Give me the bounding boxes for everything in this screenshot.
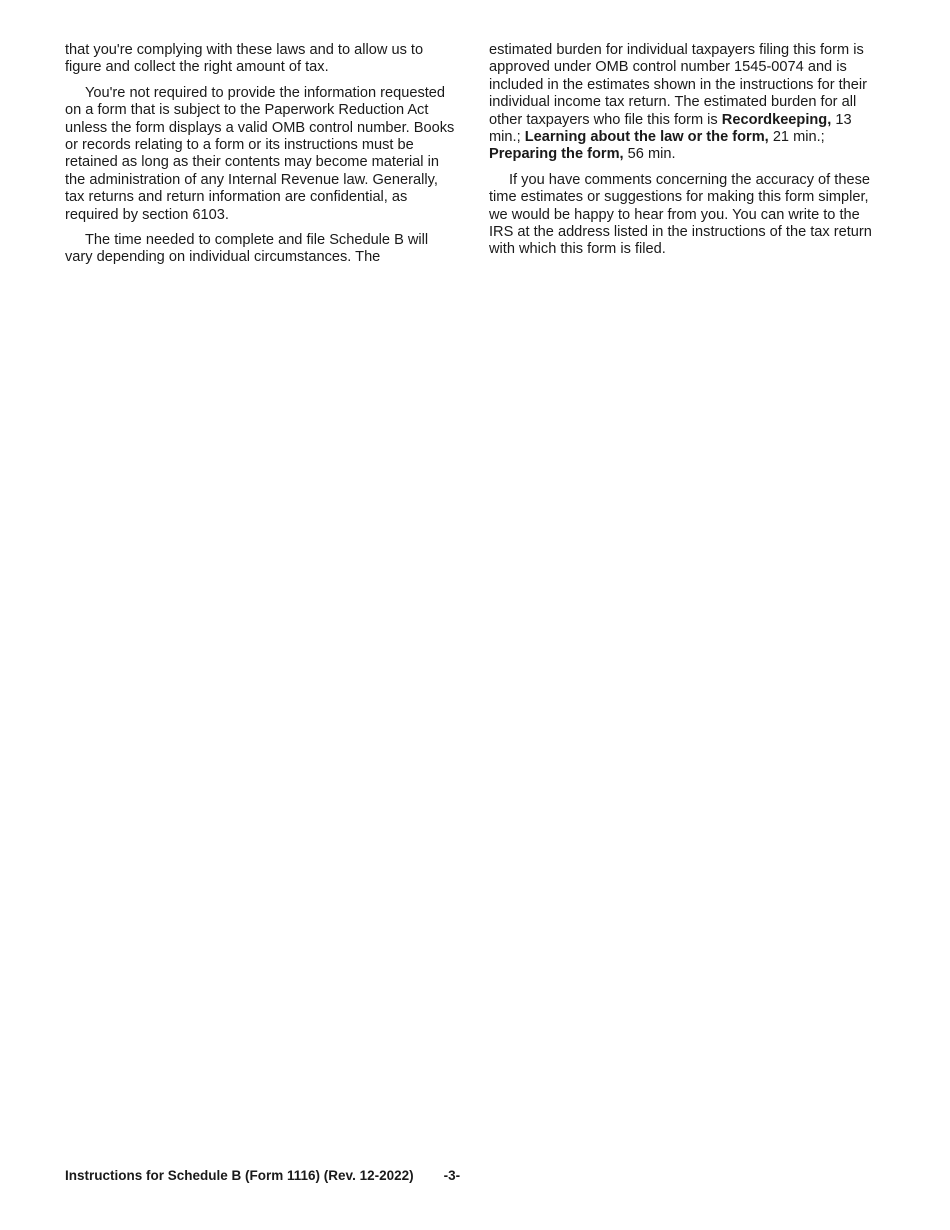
learning-value: 21 min.; bbox=[772, 129, 825, 146]
estimated-burden-intro: estimated burden for individual taxpayers filing this form is approved under OMB control number 1545-0074 and is included in the estimates shown in the instructions for their individual income tax return. The estimated burden for all other taxpayers who file this form is bbox=[489, 42, 868, 128]
page-footer bbox=[65, 1168, 460, 1183]
recordkeeping-value: 13 min.; bbox=[489, 111, 852, 146]
learning-label: Learning about the law or the form, bbox=[524, 129, 769, 146]
paragraph-time-needed: The time needed to complete and file Schedule B will vary depending on individual circumstances. The bbox=[65, 232, 429, 266]
recordkeeping-label: Recordkeeping, bbox=[721, 111, 832, 128]
left-column bbox=[65, 42, 457, 275]
paragraph-paperwork-reduction: You're not required to provide the information requested on a form that is subject to the Paperwork Reduction Act unless the form displays a valid OMB control number. Books or records relating to a form or its instructions must be retained as long as their contents may become material in the administration of any Internal Revenue law. Generally, tax returns and return information are confidential, as required by section 6103. bbox=[65, 84, 455, 223]
preparing-value: 56 min. bbox=[627, 146, 676, 163]
preparing-label: Preparing the form, bbox=[489, 146, 624, 163]
paragraph-tax-compliance: that you're complying with these laws and to allow us to figure and collect the right amount of tax. bbox=[65, 42, 424, 76]
paragraph-estimated-burden bbox=[489, 42, 885, 164]
page-number: -3- bbox=[443, 1168, 461, 1183]
paragraph-comments: If you have comments concerning the accuracy of these time estimates or suggestions for making this form simpler, we would be happy to hear from you. You can write to the IRS at the address listed in the instructions of the tax return with which this form is filed. bbox=[489, 171, 872, 258]
right-column bbox=[489, 42, 885, 267]
footer-title: Instructions for Schedule B (Form 1116) (Rev. 12-2022) bbox=[65, 1168, 414, 1183]
